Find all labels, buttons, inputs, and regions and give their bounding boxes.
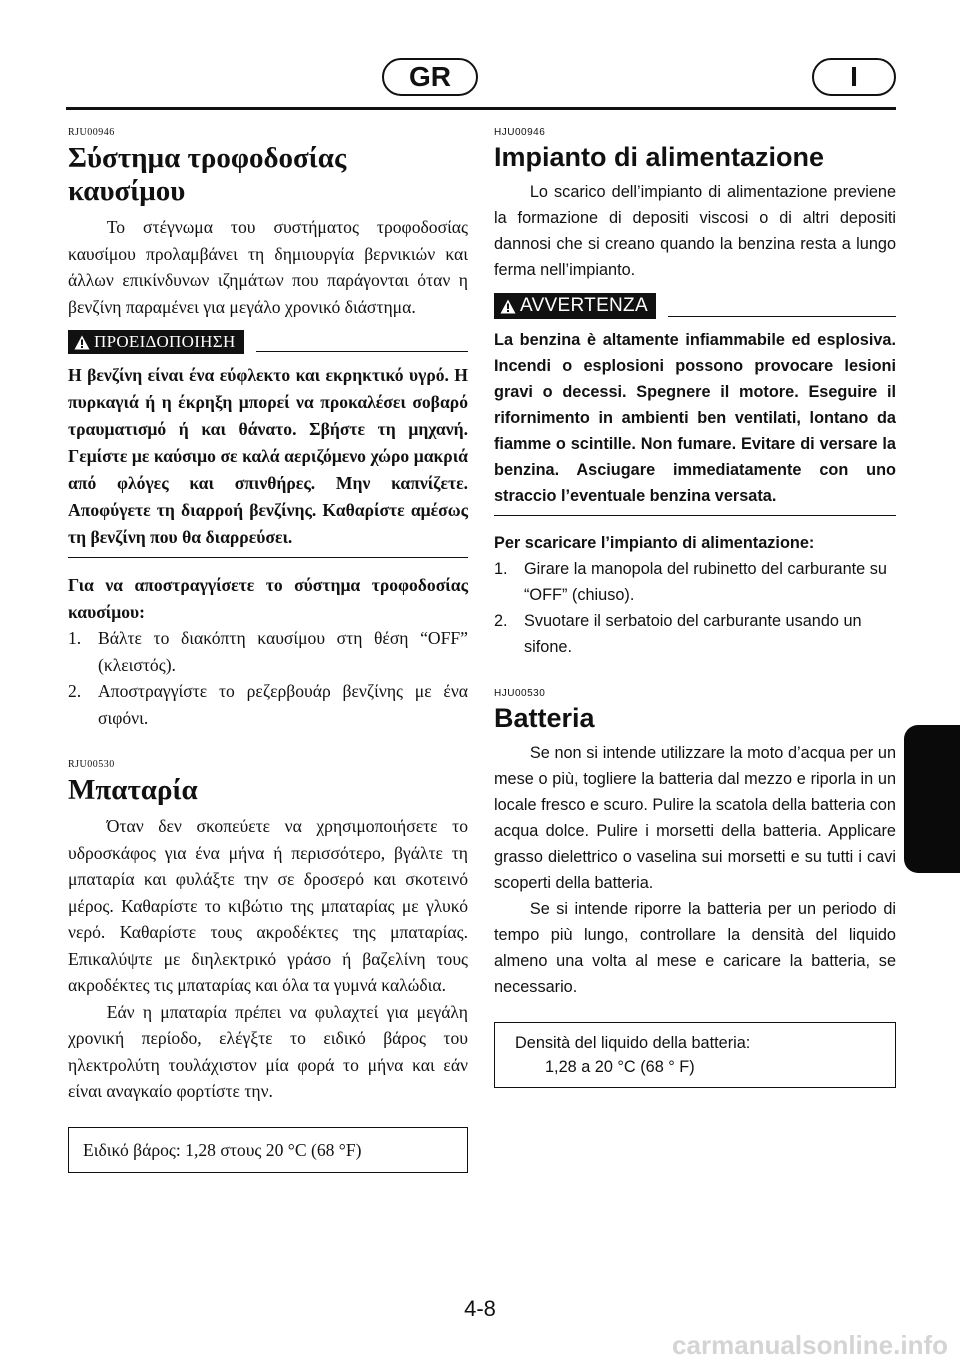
spec-text: Ειδικό βάρος: 1,28 στους 20 °C (68 °F) — [83, 1139, 362, 1160]
step-item — [494, 556, 896, 608]
spec-box — [68, 1127, 468, 1173]
step-text: Αποστραγγίστε το ρεζερβουάρ βενζίνης με ένα σιφόνι. — [98, 681, 468, 728]
section-title: Batteria — [494, 703, 595, 733]
warning-header — [68, 330, 468, 354]
step-text: Svuotare il serbatoio del carburante usando un sifone. — [524, 612, 862, 656]
battery-section-gr — [68, 759, 468, 1173]
fuel-section-gr — [68, 127, 468, 731]
section-intro: Το στέγνωμα του συστήματος τροφοδοσίας καυσίμου προλαμβάνει τη δημιουργία βερνικιών και άλλων επικίνδυνων ιζημάτων που παράγονται όταν η βενζίνη παραμένει για μεγάλο χρονικό διάστημα. — [68, 217, 468, 317]
fuel-section-it — [494, 127, 896, 660]
section-code: HJU00946 — [494, 127, 546, 138]
warning-label: ΠΡΟΕΙΔΟΠΟΙΗΣΗ — [94, 332, 236, 351]
section-code: HJU00530 — [494, 688, 546, 699]
language-tag-i: I — [812, 58, 896, 96]
steps-list — [68, 625, 468, 731]
warning-label: AVVERTENZA — [520, 295, 648, 316]
step-item — [68, 678, 468, 731]
page-number: 4-8 — [464, 1296, 496, 1321]
warning-header — [494, 293, 896, 319]
warning-rule-bottom — [494, 515, 896, 516]
section-code: RJU00530 — [68, 759, 115, 770]
chapter-side-tab — [904, 725, 960, 873]
section-title: Impianto di alimentazione — [494, 142, 825, 172]
warning-badge — [68, 330, 244, 354]
steps-heading: Για να αποστραγγίσετε το σύστημα τροφοδοσίας καυσίμου: — [68, 575, 468, 622]
greek-column — [68, 127, 468, 1173]
header-rule — [66, 107, 896, 110]
section-intro: Lo scarico dell’impianto di alimentazione previene la formazione di depositi viscosi o di altri depositi dannosi che si creano quando la benzina resta a lungo ferma nell’impianto. — [494, 183, 896, 279]
spec-box — [494, 1022, 896, 1088]
italian-column — [494, 127, 896, 1088]
step-number: 2. — [494, 612, 508, 630]
warning-triangle-icon — [500, 299, 516, 314]
battery-paragraph-2: Εάν η μπαταρία πρέπει να φυλαχτεί για μεγάλη χρονική περίοδο, ελέγξτε το ειδικό βάρος του ηλεκτρολύτη τουλάχιστον μία φορά το μήνα και εάν είναι αναγκαίο φορτίστε την. — [68, 1001, 468, 1101]
watermark: carmanualsonline.info — [672, 1330, 948, 1360]
warning-text: Η βενζίνη είναι ένα εύφλεκτο και εκρηκτικό υγρό. Η πυρκαγιά ή η έκρηξη μπορεί να προκαλέσει σοβαρό τραυματισμό ή και θάνατο. Σβήστε τη μηχανή. Γεμίστε με καύσιμο σε καλά αεριζόμενο χώρο μακριά από φλόγες και σπινθήρες. Μην καπνίζετε. Αποφύγετε τη διαρροή βενζίνης. Καθαρίστε αμέσως τη βενζίνη που θα διαρρεύσει. — [68, 365, 468, 547]
section-title: Σύστημα τροφοδοσίας καυσίμου — [68, 142, 347, 207]
warning-rule-bottom — [68, 557, 468, 558]
step-item — [68, 625, 468, 678]
spec-label: Densità del liquido della batteria: — [515, 1034, 751, 1052]
warning-triangle-icon — [74, 335, 90, 350]
step-text: Βάλτε το διακόπτη καυσίμου στη θέση “OFF” (κλειστός). — [98, 628, 468, 675]
step-number: 1. — [68, 628, 82, 648]
steps-list — [494, 556, 896, 660]
battery-paragraph-2: Se si intende riporre la batteria per un periodo di tempo più lungo, controllare la densità del liquido almeno una volta al mese e caricare la batteria, se necessario. — [494, 900, 896, 996]
battery-section-it — [494, 688, 896, 1088]
steps-heading: Per scaricare l’impianto di alimentazione: — [494, 534, 815, 552]
step-number: 1. — [494, 560, 508, 578]
warning-rule — [668, 316, 896, 317]
warning-rule — [256, 351, 468, 352]
spec-value: 1,28 a 20 °C (68 ° F) — [545, 1058, 695, 1076]
language-tag-gr: GR — [382, 58, 478, 96]
battery-paragraph-1: Όταν δεν σκοπεύετε να χρησιμοποιήσετε το υδροσκάφος για ένα μήνα ή περισσότερο, βγάλτε τη μπαταρία και φυλάξτε την σε δροσερό και σκοτεινό μέρος. Καθαρίστε το κιβώτιο της μπαταρίας με γλυκό νερό. Καθαρίστε τους ακροδέκτες της μπαταρίας. Επικαλύψτε με διηλεκτρικό γράσο ή βαζελίνη τους ακροδέκτες τις μπαταρίας και όλα τα γυμνά καλώδια. — [68, 816, 468, 995]
section-title: Μπαταρία — [68, 774, 198, 806]
section-code: RJU00946 — [68, 127, 115, 138]
warning-text: La benzina è altamente infiammabile ed esplosiva. Incendi o esplosioni possono provocare lesioni gravi o decessi. Spegnere il motore. Eseguire il rifornimento in ambienti ben ventilati, lontano da fiamme o scintille. Non fumare. Evitare di versare la benzina. Asciugare immediatamente con uno straccio l’eventuale benzina versata. — [494, 331, 896, 505]
step-number: 2. — [68, 681, 82, 701]
step-item — [494, 608, 896, 660]
warning-badge — [494, 293, 656, 319]
battery-paragraph-1: Se non si intende utilizzare la moto d’acqua per un mese o più, togliere la batteria dal mezzo e riporla in un locale fresco e scuro. Pulire la scatola della batteria con acqua dolce. Pulire i morsetti della batteria. Applicare grasso dielettrico o vaselina sui morsetti e su tutti i cavi scoperti della batteria. — [494, 744, 896, 892]
step-text: Girare la manopola del rubinetto del carburante su “OFF” (chiuso). — [524, 560, 887, 604]
